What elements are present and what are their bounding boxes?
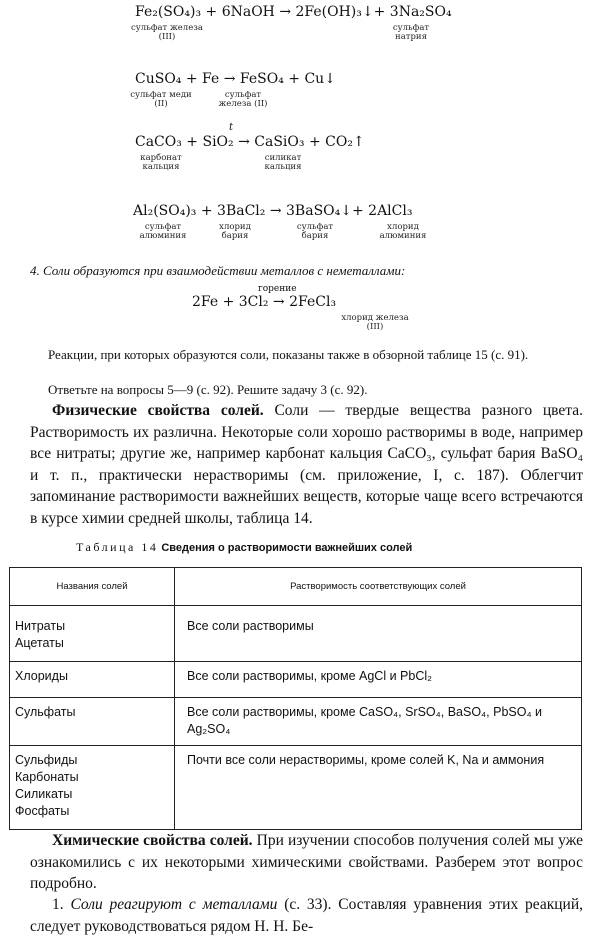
table-number: Таблица 14	[76, 540, 159, 554]
equation-4: Al₂(SO₄)₃ + 3BaCl₂ → 3BaSO₄↓+ 2AlCl₃	[133, 203, 413, 219]
table-header-row	[10, 568, 582, 606]
table-row	[10, 698, 582, 746]
equation-3: CaCO₃ + SiO₂ → CaSiO₃ + CO₂↑	[135, 134, 365, 150]
table-row	[10, 746, 582, 830]
table-cell-solubility: Все соли растворимы, кроме AgCl и PbCl₂	[175, 662, 582, 698]
table-cell-solubility: Все соли растворимы, кроме CaSO₄, SrSO₄, BaSO₄, PbSO₄ и Ag₂SO₄	[175, 698, 582, 746]
equation-3-condition: t	[229, 122, 234, 133]
equation-2: CuSO₄ + Fe → FeSO₄ + Cu↓	[135, 71, 336, 87]
table-cell-solubility: Почти все соли нерастворимы, кроме солей K, Na и аммония	[175, 746, 582, 830]
point-4-heading: 4. Соли образуются при взаимодействии металлов с неметаллами:	[30, 263, 406, 278]
equation-1-label-reactant: сульфат железа (III)	[131, 23, 203, 42]
equation-4-label-1: сульфат алюминия	[139, 222, 187, 241]
table-row	[10, 662, 582, 698]
point-1-italic: Соли реагируют с металлами	[70, 896, 278, 913]
physical-properties-heading: Физические свойства солей.	[52, 402, 264, 419]
equation-5-label: хлорид железа (III)	[341, 313, 409, 332]
point-1-number: 1.	[52, 896, 64, 913]
point-1-text: (с. 33). Составляя уравнения этих реакций, следует руководствоваться рядом Н. Н. Бе-	[30, 896, 584, 935]
point-1-paragraph	[30, 894, 583, 937]
equation-4-label-3: сульфат бария	[296, 222, 334, 241]
equation-3-label-product: силикат кальция	[264, 153, 302, 172]
note-questions: Ответьте на вопросы 5—9 (с. 92). Решите задачу 3 (с. 92).	[48, 382, 368, 397]
equation-1-label-product: сульфат натрия	[392, 23, 430, 42]
table-row	[10, 606, 582, 662]
equation-1: Fe₂(SO₄)₃ + 6NaOH → 2Fe(OH)₃↓+ 3Na₂SO₄	[135, 4, 452, 20]
equation-2-label-reactant: сульфат меди (II)	[130, 90, 192, 109]
physical-properties-paragraph	[30, 400, 583, 529]
table-cell-solubility: Все соли растворимы	[175, 606, 582, 662]
table-cell-names: Сульфаты	[10, 698, 175, 746]
chemical-properties-paragraph	[30, 830, 583, 895]
equation-2-label-product: сульфат железа (II)	[218, 90, 268, 109]
equation-5: 2Fe + 3Cl₂ → 2FeCl₃	[192, 294, 337, 310]
table-header-names: Названия солей	[10, 568, 175, 606]
note-reactions: Реакции, при которых образуются соли, показаны также в обзорной таблице 15 (с. 91).	[48, 347, 529, 362]
equation-3-label-reactant: карбонат кальция	[140, 153, 182, 172]
table-caption	[76, 540, 412, 555]
table-header-solubility: Растворимость соответствующих солей	[175, 568, 582, 606]
table-cell-names: Нитраты Ацетаты	[10, 606, 175, 662]
solubility-table	[9, 567, 582, 830]
chemical-properties-heading: Химические свойства солей.	[52, 832, 253, 849]
table-cell-names: Сульфиды Карбонаты Силикаты Фосфаты	[10, 746, 175, 830]
table-cell-names: Хлориды	[10, 662, 175, 698]
equation-4-label-2: хлорид бария	[219, 222, 251, 241]
equation-5-condition: горение	[258, 284, 297, 294]
equation-4-label-4: хлорид алюминия	[379, 222, 427, 241]
table-title: Сведения о растворимости важнейших солей	[161, 542, 413, 554]
physical-properties-text: Соли — твердые вещества разного цвета. Растворимость их различна. Некоторые соли хорошо растворимы в воде, например все нитраты; другие же, например карбонат кальция CaCO₃, сульфат бария BaSO₄ и т. п., практически нерастворимы (см. приложение, I, с. 187). Облегчит запоминание растворимости важнейших веществ, которые чаще всего встречаются в курсе химии средней школы, таблица 14.	[30, 402, 583, 527]
chemical-properties-text: При изучении способов получения солей мы уже ознакомились с их некоторыми химическими свойствами. Разберем этот вопрос подробно.	[30, 832, 584, 892]
